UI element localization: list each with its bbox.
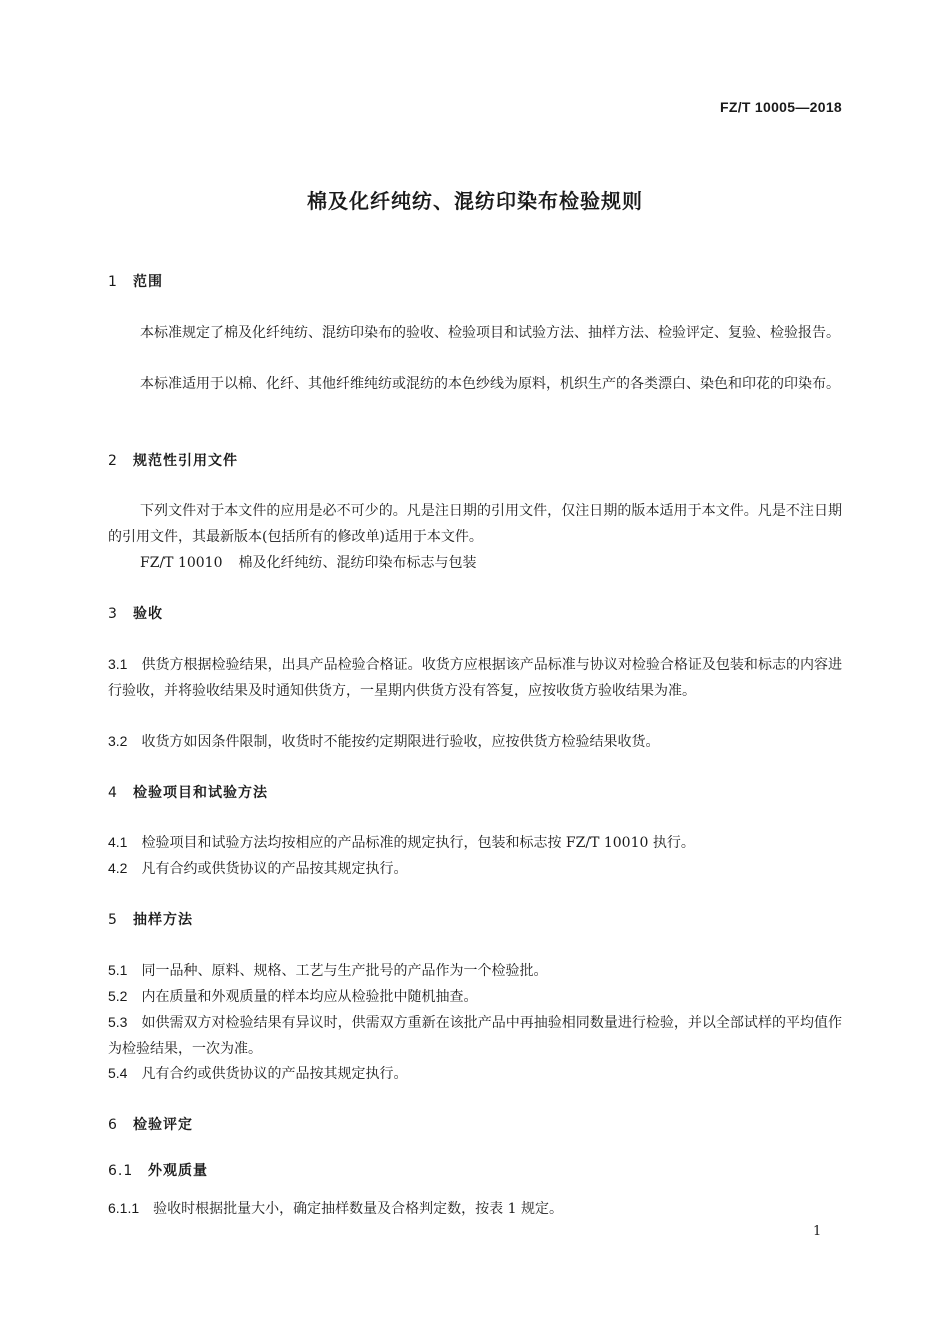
clause-5-1 xyxy=(108,957,842,984)
clause-text: 检验项目和试验方法均按相应的产品标准的规定执行，包装和标志按 FZ/T 10010 执行。 xyxy=(141,835,695,851)
clause-text: 内在质量和外观质量的样本均应从检验批中随机抽查。 xyxy=(141,989,478,1005)
page-number: 1 xyxy=(813,1224,822,1239)
section-2-paragraph-1: 下列文件对于本文件的应用是必不可少的。凡是注日期的引用文件，仅注日期的版本适用于本文件。凡是不注日期的引用文件，其最新版本(包括所有的修改单)适用于本文件。 xyxy=(108,503,842,545)
document-title: 棉及化纤纯纺、混纺印染布检验规则 xyxy=(307,189,643,213)
clause-text: 收货方如因条件限制，收货时不能按约定期限进行验收，应按供货方检验结果收货。 xyxy=(141,734,660,750)
reference-title: 棉及化纤纯纺、混纺印染布标志与包装 xyxy=(238,555,477,571)
section-number: 5 xyxy=(108,912,118,928)
reference-code: FZ/T 10010 xyxy=(140,555,223,571)
clause-5-2 xyxy=(108,983,842,1010)
section-3-heading xyxy=(108,603,163,623)
standard-code: FZ/T 10005—2018 xyxy=(719,99,842,115)
section-number: 1 xyxy=(108,274,118,290)
subsection-number: 6.1 xyxy=(108,1163,134,1179)
section-title: 抽样方法 xyxy=(133,912,193,928)
clause-text: 凡有合约或供货协议的产品按其规定执行。 xyxy=(141,1066,408,1082)
clause-5-4 xyxy=(108,1060,842,1087)
subsection-6-1-heading xyxy=(108,1160,208,1180)
section-6-heading xyxy=(108,1114,193,1134)
clause-number: 4.1 xyxy=(108,834,128,850)
clause-4-1 xyxy=(108,829,842,856)
section-title: 规范性引用文件 xyxy=(133,453,238,469)
section-number: 2 xyxy=(108,453,118,469)
section-title: 检验项目和试验方法 xyxy=(133,785,268,801)
section-5-heading xyxy=(108,909,193,929)
section-number: 3 xyxy=(108,606,118,622)
section-number: 6 xyxy=(108,1117,118,1133)
section-2-heading xyxy=(108,450,238,470)
clause-number: 6.1.1 xyxy=(108,1200,140,1216)
clause-3-1 xyxy=(108,651,842,704)
section-1-paragraph-2: 本标准适用于以棉、化纤、其他纤维纯纺或混纺的本色纱线为原料，机织生产的各类漂白、染色和印花的印染布。 xyxy=(140,376,840,392)
clause-text: 验收时根据批量大小，确定抽样数量及合格判定数，按表 1 规定。 xyxy=(153,1201,563,1217)
clause-number: 5.4 xyxy=(108,1065,128,1081)
section-number: 4 xyxy=(108,785,118,801)
clause-text: 如供需双方对检验结果有异议时，供需双方重新在该批产品中再抽验相同数量进行检验，并以全部试样的平均值作为检验结果，一次为准。 xyxy=(108,1015,842,1057)
clause-4-2 xyxy=(108,855,842,882)
clause-text: 同一品种、原料、规格、工艺与生产批号的产品作为一个检验批。 xyxy=(141,963,548,979)
clause-3-2 xyxy=(108,728,842,755)
clause-number: 3.2 xyxy=(108,733,128,749)
section-4-heading xyxy=(108,782,268,802)
clause-5-3 xyxy=(108,1009,842,1062)
clause-text: 供货方根据检验结果，出具产品检验合格证。收货方应根据该产品标准与协议对检验合格证及包装和标志的内容进行验收，并将验收结果及时通知供货方，一星期内供货方没有答复，应按收货方验收结果为准。 xyxy=(108,657,842,699)
clause-number: 5.2 xyxy=(108,988,128,1004)
section-1-paragraph-1: 本标准规定了棉及化纤纯纺、混纺印染布的验收、检验项目和试验方法、抽样方法、检验评定、复验、检验报告。 xyxy=(140,325,840,341)
section-title: 验收 xyxy=(133,606,163,622)
subsection-title: 外观质量 xyxy=(148,1163,208,1179)
section-title: 范围 xyxy=(133,274,163,290)
clause-number: 5.3 xyxy=(108,1014,128,1030)
clause-number: 4.2 xyxy=(108,860,128,876)
clause-text: 凡有合约或供货协议的产品按其规定执行。 xyxy=(141,861,408,877)
clause-6-1-1 xyxy=(108,1195,842,1222)
normative-reference xyxy=(140,552,476,572)
section-title: 检验评定 xyxy=(133,1117,193,1133)
clause-number: 3.1 xyxy=(108,656,128,672)
clause-number: 5.1 xyxy=(108,962,128,978)
section-1-heading xyxy=(108,271,163,291)
